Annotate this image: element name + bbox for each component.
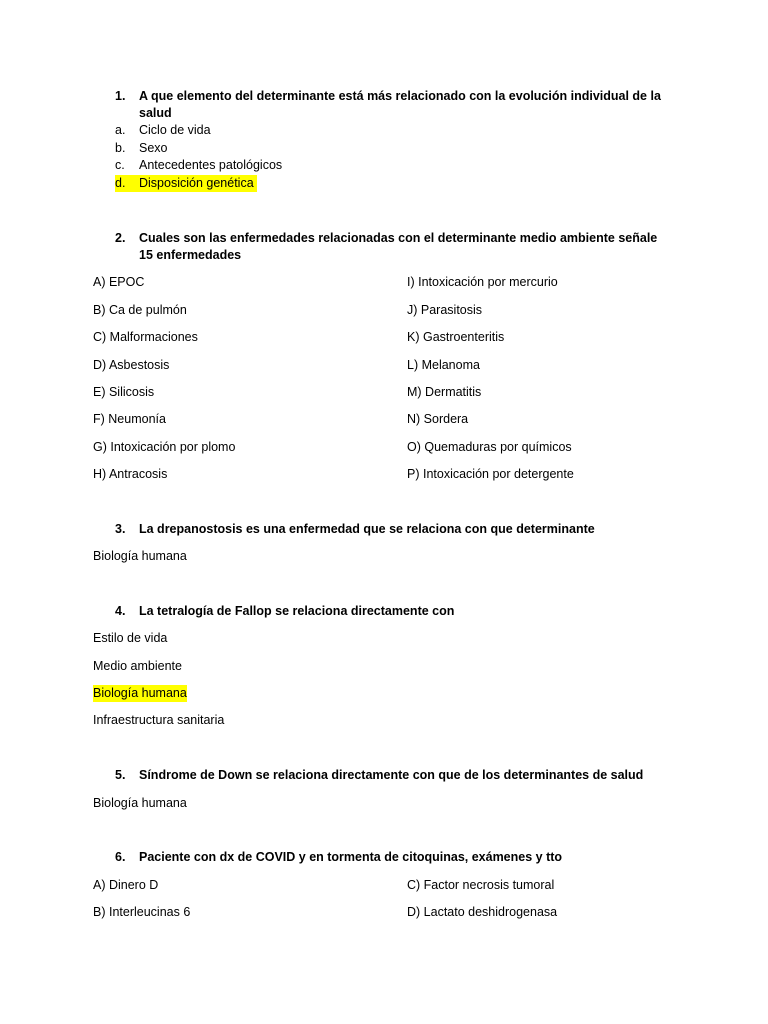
- q6-number: 6.: [115, 850, 126, 864]
- q1-option-a: Ciclo de vida: [139, 123, 211, 137]
- q1-text: A que elemento del determinante está más relacionado con la evolución individual de la salud: [139, 89, 661, 120]
- q2-left-item: C) Malformaciones: [93, 330, 198, 344]
- q2-text: Cuales son las enfermedades relacionadas con el determinante medio ambiente señale 15 enfermedades: [139, 231, 658, 262]
- q4-option: Infraestructura sanitaria: [93, 713, 225, 727]
- q5-answer: Biología humana: [93, 796, 187, 810]
- q4-option: Medio ambiente: [93, 659, 182, 673]
- q2-left-item: H) Antracosis: [93, 467, 168, 481]
- q2-right-item: P) Intoxicación por detergente: [407, 467, 574, 481]
- q2-right-item: L) Melanoma: [407, 358, 480, 372]
- q2-right-item: M) Dermatitis: [407, 385, 482, 399]
- q2-left-item: G) Intoxicación por plomo: [93, 440, 236, 454]
- q1-option-d-highlight: [115, 175, 257, 192]
- q1-option-b-letter: b.: [115, 141, 126, 155]
- q2-left-item: F) Neumonía: [93, 412, 166, 426]
- q1-option-a-letter: a.: [115, 123, 126, 137]
- q2-left-item: E) Silicosis: [93, 385, 155, 399]
- q4-option: Estilo de vida: [93, 631, 168, 645]
- q2-right-item: O) Quemaduras por químicos: [407, 440, 572, 454]
- q4-text: La tetralogía de Fallop se relaciona directamente con: [139, 604, 455, 618]
- q3-answer: Biología humana: [93, 549, 187, 563]
- q1-option-d: Disposición genética: [139, 176, 254, 190]
- q2-right-item: I) Intoxicación por mercurio: [407, 275, 558, 289]
- q6-right-item: D) Lactato deshidrogenasa: [407, 905, 558, 919]
- q2-number: 2.: [115, 231, 126, 245]
- q1-option-c-letter: c.: [115, 158, 125, 172]
- q1-option-c: Antecedentes patológicos: [139, 158, 283, 172]
- q4-number: 4.: [115, 604, 126, 618]
- q2-left-item: B) Ca de pulmón: [93, 303, 187, 317]
- q2-right-item: K) Gastroenteritis: [407, 330, 505, 344]
- q2-left-item: A) EPOC: [93, 275, 145, 289]
- q1-option-b: Sexo: [139, 141, 168, 155]
- q3-text: La drepanostosis es una enfermedad que se relaciona con que determinante: [139, 522, 595, 536]
- q2-right-item: N) Sordera: [407, 412, 469, 426]
- q6-text: Paciente con dx de COVID y en tormenta de citoquinas, exámenes y tto: [139, 850, 563, 864]
- q6-right-item: C) Factor necrosis tumoral: [407, 878, 555, 892]
- q2-left-item: D) Asbestosis: [93, 358, 170, 372]
- q6-left-item: A) Dinero D: [93, 878, 159, 892]
- q1-option-d-letter: d.: [115, 176, 126, 190]
- q2-right-item: J) Parasitosis: [407, 303, 483, 317]
- q4-option-highlighted: Biología humana: [93, 686, 187, 700]
- q5-text: Síndrome de Down se relaciona directamente con que de los determinantes de salud: [139, 768, 644, 782]
- q5-number: 5.: [115, 768, 126, 782]
- q1-number: 1.: [115, 89, 126, 103]
- q3-number: 3.: [115, 522, 126, 536]
- q6-left-item: B) Interleucinas 6: [93, 905, 191, 919]
